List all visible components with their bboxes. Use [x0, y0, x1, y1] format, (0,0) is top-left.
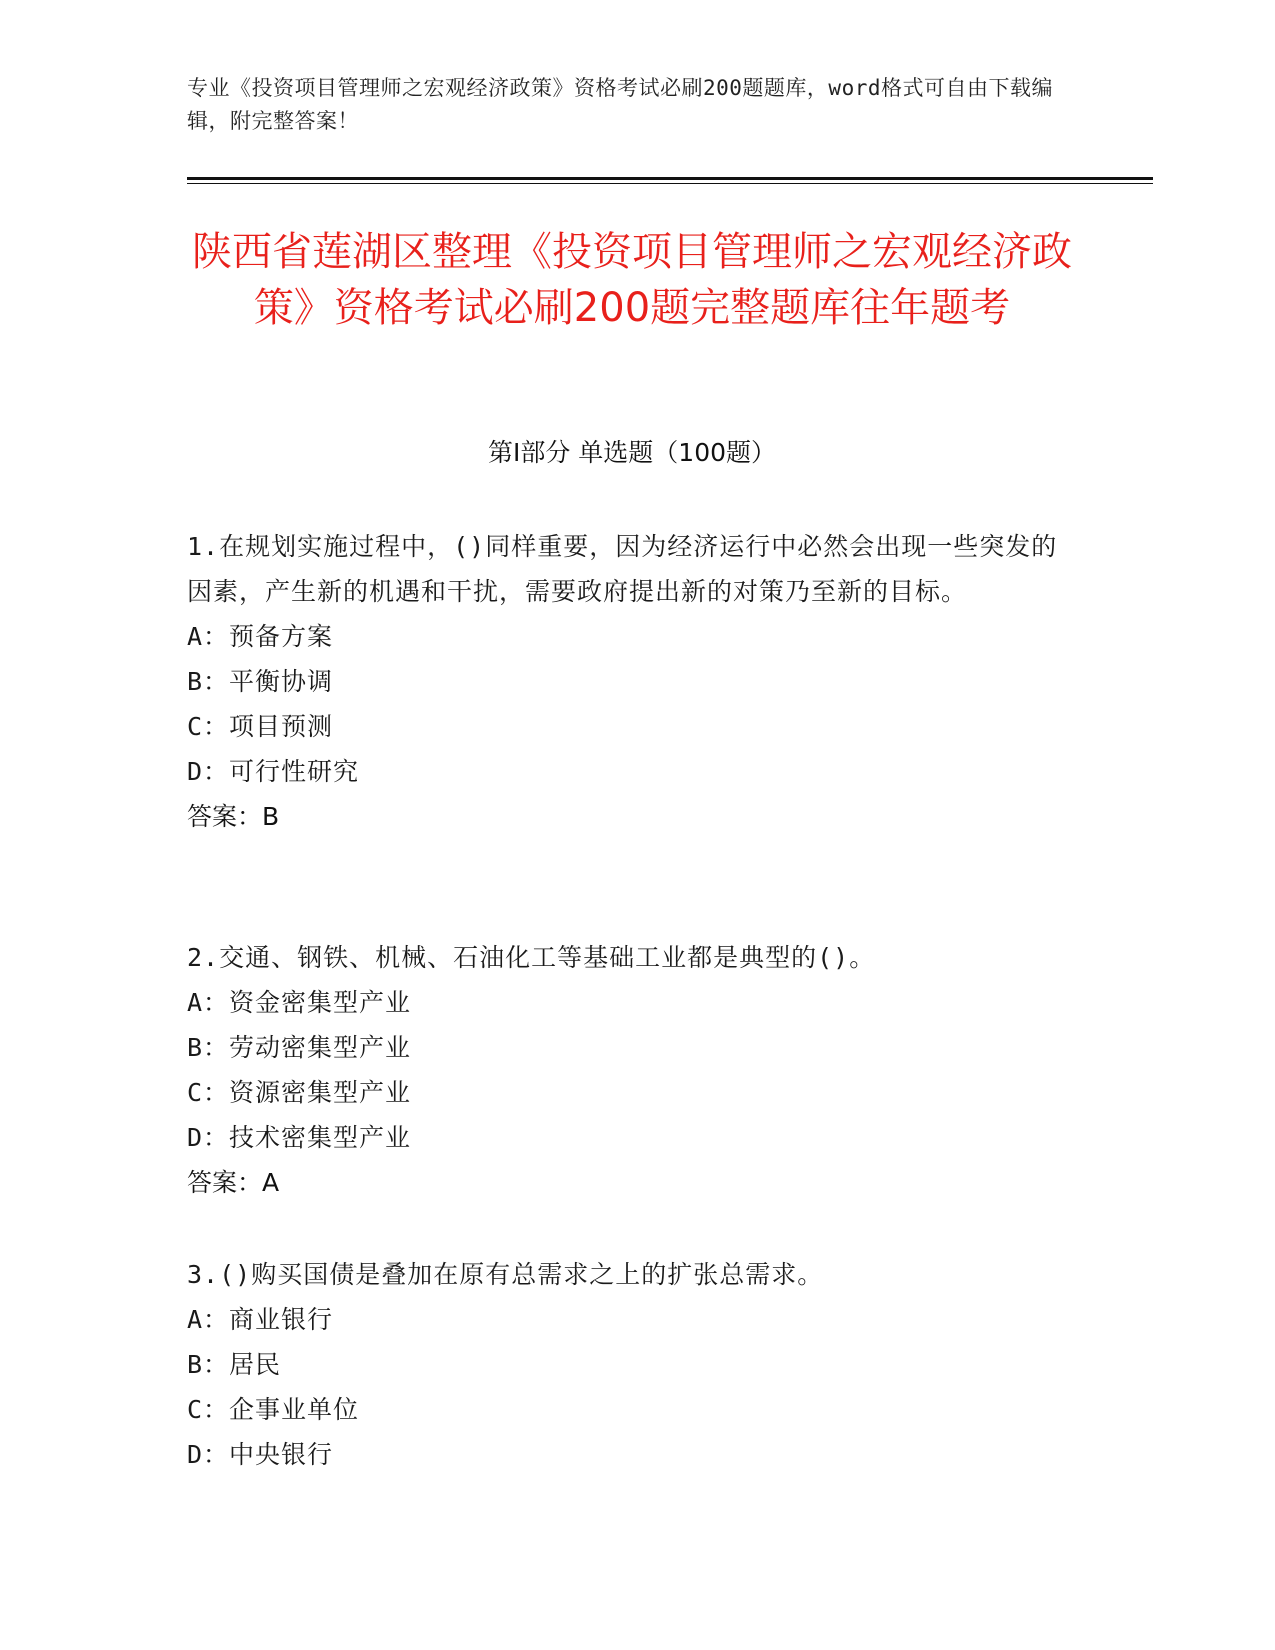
option-d: D：技术密集型产业 [187, 1123, 412, 1152]
question-stem: 3.()购买国债是叠加在原有总需求之上的扩张总需求。 [187, 1260, 824, 1289]
document-title: 陕西省莲湖区整理《投资项目管理师之宏观经济政策》资格考试必刷200题完整题库往年题考 [192, 229, 1072, 331]
answer: 答案：B [187, 802, 280, 831]
header-note: 专业《投资项目管理师之宏观经济政策》资格考试必刷200题题库，word格式可自由下载编辑，附完整答案！ [187, 76, 1053, 133]
option-c: C：项目预测 [187, 712, 334, 741]
section-title: 第I部分 单选题（100题） [487, 438, 777, 467]
option-a: A：预备方案 [187, 622, 334, 651]
option-b: B：平衡协调 [187, 667, 334, 696]
question-2 [187, 935, 1067, 1205]
option-b: B：劳动密集型产业 [187, 1033, 412, 1062]
question-3 [187, 1252, 1067, 1477]
option-c: C：企事业单位 [187, 1395, 360, 1424]
option-d: D：中央银行 [187, 1440, 334, 1469]
option-a: A：资金密集型产业 [187, 988, 412, 1017]
option-d: D：可行性研究 [187, 757, 360, 786]
question-1 [187, 524, 1067, 839]
header-divider-thin [187, 183, 1153, 184]
option-b: B：居民 [187, 1350, 282, 1379]
question-stem: 2.交通、钢铁、机械、石油化工等基础工业都是典型的()。 [187, 943, 876, 972]
header-divider-thick [187, 177, 1153, 180]
option-c: C：资源密集型产业 [187, 1078, 412, 1107]
answer: 答案：A [187, 1168, 280, 1197]
option-a: A：商业银行 [187, 1305, 334, 1334]
question-stem: 1.在规划实施过程中，()同样重要，因为经济运行中必然会出现一些突发的因素，产生新的机遇和干扰，需要政府提出新的对策乃至新的目标。 [187, 532, 1058, 606]
